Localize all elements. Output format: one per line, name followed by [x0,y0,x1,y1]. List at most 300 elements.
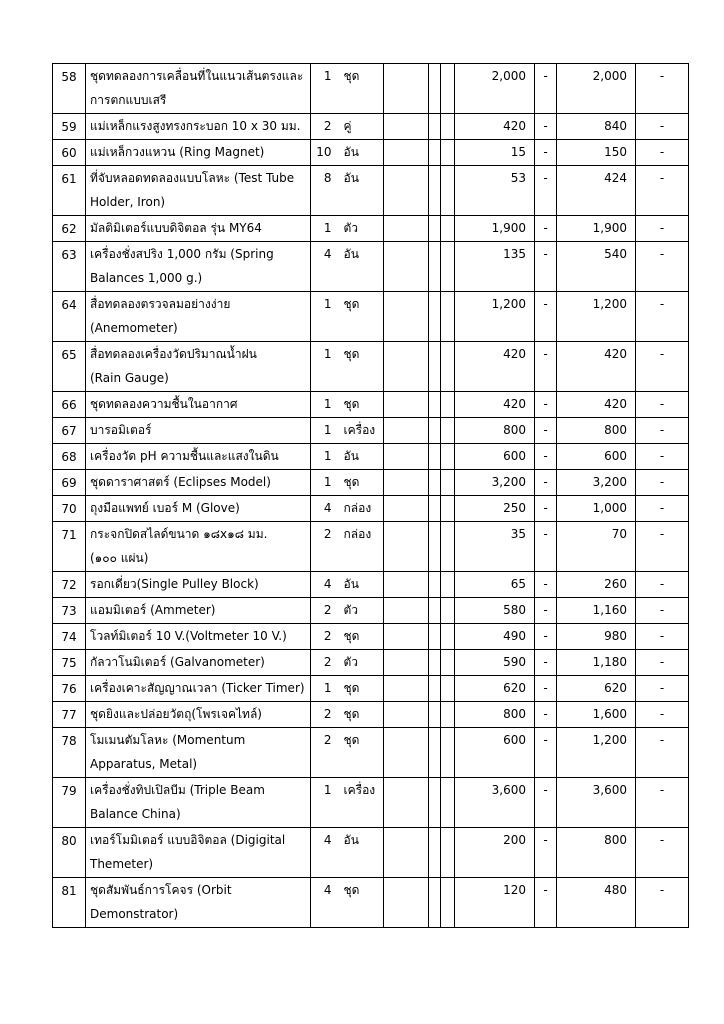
item-description [86,878,311,928]
total-satang: - [636,624,689,650]
blank-cell [429,342,441,392]
item-quantity: 10 [311,140,338,166]
blank-cell [429,676,441,702]
price-satang: - [535,828,557,878]
item-unit: ชุด [338,392,384,418]
unit-price: 2,000 [455,64,535,114]
blank-cell [441,728,455,778]
total-price: 1,180 [557,650,636,676]
item-unit: อัน [338,140,384,166]
price-satang: - [535,496,557,522]
table-row [53,878,689,928]
total-price: 260 [557,572,636,598]
blank-cell [384,624,429,650]
unit-price: 65 [455,572,535,598]
table-row [53,392,689,418]
item-unit: ชุด [338,624,384,650]
total-price: 424 [557,166,636,216]
item-description [86,728,311,778]
blank-cell [429,728,441,778]
unit-price: 420 [455,342,535,392]
blank-cell [384,522,429,572]
price-satang: - [535,64,557,114]
item-description [86,778,311,828]
price-satang: - [535,878,557,928]
blank-cell [384,572,429,598]
item-description-line: Holder, Iron) [90,195,166,209]
total-satang: - [636,598,689,624]
item-unit: ชุด [338,728,384,778]
item-description-line: การตกแบบเสรี [90,93,167,107]
item-unit: ชุด [338,292,384,342]
price-satang: - [535,418,557,444]
item-unit: ชุด [338,64,384,114]
price-satang: - [535,598,557,624]
item-description [86,418,311,444]
item-description-line: กัลวาโนมิเตอร์ (Galvanometer) [90,655,265,669]
item-quantity: 2 [311,598,338,624]
item-unit: อัน [338,828,384,878]
blank-cell [441,444,455,470]
unit-price: 3,200 [455,470,535,496]
item-description-line: ชุดสัมพันธ์การโคจร (Orbit [90,883,232,897]
blank-cell [441,216,455,242]
total-price: 70 [557,522,636,572]
item-description [86,496,311,522]
item-quantity: 1 [311,392,338,418]
item-unit: ตัว [338,598,384,624]
table-row [53,166,689,216]
blank-cell [441,598,455,624]
item-number: 78 [53,728,86,778]
item-description [86,470,311,496]
blank-cell [441,292,455,342]
item-number: 67 [53,418,86,444]
table-row [53,64,689,114]
unit-price: 590 [455,650,535,676]
item-quantity: 1 [311,444,338,470]
item-description-line: บารอมิเตอร์ [90,423,152,437]
table-row [53,650,689,676]
total-price: 150 [557,140,636,166]
total-satang: - [636,216,689,242]
blank-cell [384,676,429,702]
blank-cell [441,242,455,292]
total-satang: - [636,650,689,676]
price-satang: - [535,650,557,676]
unit-price: 53 [455,166,535,216]
item-description-line: เครื่องชั่งสปริง 1,000 กรัม (Spring [90,247,274,261]
unit-price: 800 [455,702,535,728]
unit-price: 600 [455,728,535,778]
item-unit: เครื่อง [338,778,384,828]
item-unit: ชุด [338,342,384,392]
item-unit: อัน [338,572,384,598]
item-number: 81 [53,878,86,928]
unit-price: 250 [455,496,535,522]
item-description [86,676,311,702]
item-description-line: ชุดดาราศาสตร์ (Eclipses Model) [90,475,271,489]
total-satang: - [636,140,689,166]
item-description-line: กระจกปิดสไลด์ขนาด ๑๘x๑๘ มม. [90,527,268,541]
blank-cell [441,166,455,216]
item-number: 63 [53,242,86,292]
unit-price: 3,600 [455,778,535,828]
item-number: 60 [53,140,86,166]
unit-price: 1,200 [455,292,535,342]
item-description [86,216,311,242]
unit-price: 800 [455,418,535,444]
item-number: 73 [53,598,86,624]
item-quantity: 1 [311,418,338,444]
blank-cell [429,114,441,140]
blank-cell [384,496,429,522]
item-description-line: ถุงมือแพทย์ เบอร์ M (Glove) [90,501,240,515]
item-quantity: 2 [311,702,338,728]
total-price: 1,000 [557,496,636,522]
blank-cell [429,496,441,522]
blank-cell [384,728,429,778]
item-description [86,572,311,598]
price-satang: - [535,140,557,166]
item-number: 65 [53,342,86,392]
total-price: 420 [557,392,636,418]
item-description-line: เครื่องเคาะสัญญาณเวลา (Ticker Timer) [90,681,305,695]
blank-cell [429,572,441,598]
item-description [86,140,311,166]
blank-cell [441,778,455,828]
total-price: 840 [557,114,636,140]
total-satang: - [636,292,689,342]
item-unit: อัน [338,444,384,470]
price-satang: - [535,216,557,242]
item-quantity: 1 [311,470,338,496]
price-satang: - [535,572,557,598]
total-satang: - [636,778,689,828]
table-row [53,778,689,828]
item-description-line: (Rain Gauge) [90,371,169,385]
blank-cell [384,444,429,470]
item-description [86,342,311,392]
blank-cell [441,828,455,878]
total-price: 1,200 [557,292,636,342]
total-satang: - [636,418,689,444]
item-unit: กล่อง [338,522,384,572]
blank-cell [429,292,441,342]
table-row [53,702,689,728]
price-satang: - [535,292,557,342]
item-number: 58 [53,64,86,114]
unit-price: 35 [455,522,535,572]
total-satang: - [636,676,689,702]
blank-cell [384,418,429,444]
item-quantity: 4 [311,878,338,928]
item-quantity: 2 [311,114,338,140]
item-quantity: 1 [311,676,338,702]
item-description-line: สื่อทดลองตรวจลมอย่างง่าย [90,297,231,311]
blank-cell [384,242,429,292]
blank-cell [441,392,455,418]
blank-cell [441,342,455,392]
total-satang: - [636,342,689,392]
item-description [86,242,311,292]
item-quantity: 2 [311,650,338,676]
item-description-line: โมเมนตัมโลหะ (Momentum [90,733,246,747]
item-number: 70 [53,496,86,522]
item-quantity: 4 [311,496,338,522]
total-satang: - [636,572,689,598]
item-description-line: มัลติมิเตอร์แบบดิจิตอล รุ่น MY64 [90,221,262,235]
item-description [86,828,311,878]
item-description-line: รอกเดี่ยว(Single Pulley Block) [90,577,259,591]
total-price: 600 [557,444,636,470]
table-row [53,828,689,878]
item-unit: อัน [338,166,384,216]
blank-cell [429,702,441,728]
item-description-line: เทอร์โมมิเตอร์ แบบอิจิตอล (Digigital [90,833,286,847]
item-description-line: ชุดทดลองความชื้นในอากาศ [90,397,238,411]
item-description-line: Balances 1,000 g.) [90,271,203,285]
blank-cell [441,522,455,572]
total-price: 1,900 [557,216,636,242]
table-row [53,216,689,242]
item-description-line: Apparatus, Metal) [90,757,198,771]
blank-cell [441,878,455,928]
table-row [53,728,689,778]
total-satang: - [636,114,689,140]
item-description-line: ชุดยิงและปล่อยวัตถุ(โพรเจคไทล์) [90,707,262,721]
total-satang: - [636,242,689,292]
blank-cell [384,470,429,496]
price-satang: - [535,114,557,140]
item-description-line: แม่เหล็กวงแหวน (Ring Magnet) [90,145,265,159]
item-number: 66 [53,392,86,418]
total-satang: - [636,392,689,418]
unit-price: 420 [455,114,535,140]
item-description-line: เครื่องวัด pH ความชื้นและแสงในดิน [90,449,279,463]
item-quantity: 8 [311,166,338,216]
item-description-line: แอมมิเตอร์ (Ammeter) [90,603,216,617]
blank-cell [441,572,455,598]
price-satang: - [535,676,557,702]
item-description-line: (Anemometer) [90,321,178,335]
item-quantity: 1 [311,292,338,342]
total-satang: - [636,728,689,778]
unit-price: 600 [455,444,535,470]
blank-cell [429,216,441,242]
total-satang: - [636,878,689,928]
total-price: 3,600 [557,778,636,828]
item-description [86,598,311,624]
item-number: 77 [53,702,86,728]
price-satang: - [535,470,557,496]
total-satang: - [636,166,689,216]
blank-cell [429,828,441,878]
item-quantity: 1 [311,342,338,392]
item-description-line: ที่จับหลอดทดลองแบบโลหะ (Test Tube [90,171,295,185]
blank-cell [384,598,429,624]
table-row [53,598,689,624]
blank-cell [429,650,441,676]
table-row [53,572,689,598]
item-unit: กล่อง [338,496,384,522]
blank-cell [384,140,429,166]
total-price: 800 [557,828,636,878]
unit-price: 620 [455,676,535,702]
total-price: 2,000 [557,64,636,114]
item-number: 69 [53,470,86,496]
blank-cell [441,676,455,702]
item-number: 75 [53,650,86,676]
items-table [52,63,689,928]
item-quantity: 2 [311,522,338,572]
item-unit: ชุด [338,878,384,928]
item-number: 64 [53,292,86,342]
item-number: 72 [53,572,86,598]
table-row [53,242,689,292]
item-description-line: โวลท์มิเตอร์ 10 V.(Voltmeter 10 V.) [90,629,287,643]
item-description-line: เครื่องชั่งทิปเปิลบีม (Triple Beam [90,783,265,797]
blank-cell [384,166,429,216]
blank-cell [429,444,441,470]
blank-cell [384,828,429,878]
item-description [86,444,311,470]
blank-cell [429,418,441,444]
item-unit: ชุด [338,470,384,496]
item-number: 59 [53,114,86,140]
item-number: 79 [53,778,86,828]
table-row [53,522,689,572]
item-description-line: สื่อทดลองเครื่องวัดปริมาณน้ำฝน [90,347,257,361]
item-quantity: 4 [311,242,338,292]
item-description [86,624,311,650]
blank-cell [384,292,429,342]
blank-cell [441,470,455,496]
total-price: 420 [557,342,636,392]
item-description [86,64,311,114]
table-row [53,624,689,650]
item-unit: ชุด [338,702,384,728]
price-satang: - [535,242,557,292]
item-description [86,292,311,342]
price-satang: - [535,342,557,392]
total-price: 980 [557,624,636,650]
item-number: 68 [53,444,86,470]
unit-price: 135 [455,242,535,292]
item-quantity: 1 [311,64,338,114]
item-description [86,114,311,140]
total-price: 1,160 [557,598,636,624]
blank-cell [429,624,441,650]
total-price: 800 [557,418,636,444]
item-quantity: 2 [311,728,338,778]
item-quantity: 1 [311,778,338,828]
item-description-line: ชุดทดลองการเคลื่อนที่ในแนวเส้นตรงและ [90,69,304,83]
blank-cell [429,598,441,624]
total-satang: - [636,470,689,496]
blank-cell [384,64,429,114]
total-price: 540 [557,242,636,292]
item-unit: อัน [338,242,384,292]
item-quantity: 4 [311,572,338,598]
unit-price: 420 [455,392,535,418]
table-row [53,140,689,166]
item-number: 71 [53,522,86,572]
blank-cell [441,650,455,676]
items-table-body [53,64,689,928]
blank-cell [429,778,441,828]
price-satang: - [535,728,557,778]
table-row [53,342,689,392]
total-price: 1,200 [557,728,636,778]
blank-cell [441,64,455,114]
blank-cell [429,522,441,572]
price-satang: - [535,392,557,418]
item-unit: ตัว [338,216,384,242]
unit-price: 15 [455,140,535,166]
item-quantity: 4 [311,828,338,878]
blank-cell [441,140,455,166]
total-satang: - [636,64,689,114]
blank-cell [384,778,429,828]
blank-cell [384,216,429,242]
blank-cell [429,140,441,166]
item-description [86,702,311,728]
table-row [53,676,689,702]
table-row [53,444,689,470]
blank-cell [429,878,441,928]
total-price: 1,600 [557,702,636,728]
total-price: 480 [557,878,636,928]
item-unit: คู่ [338,114,384,140]
item-number: 76 [53,676,86,702]
item-description-line: แม่เหล็กแรงสูงทรงกระบอก 10 x 30 มม. [90,119,301,133]
total-satang: - [636,828,689,878]
item-description-line: (๑๐๐ แผ่น) [90,551,149,565]
item-number: 62 [53,216,86,242]
blank-cell [441,624,455,650]
item-description-line: Demonstrator) [90,907,179,921]
price-satang: - [535,624,557,650]
item-quantity: 1 [311,216,338,242]
item-description [86,166,311,216]
blank-cell [429,64,441,114]
item-description-line: Balance China) [90,807,181,821]
item-number: 74 [53,624,86,650]
unit-price: 1,900 [455,216,535,242]
blank-cell [441,418,455,444]
item-unit: ชุด [338,676,384,702]
blank-cell [384,392,429,418]
price-satang: - [535,702,557,728]
blank-cell [384,114,429,140]
item-number: 61 [53,166,86,216]
table-row [53,470,689,496]
total-price: 620 [557,676,636,702]
unit-price: 490 [455,624,535,650]
price-satang: - [535,444,557,470]
unit-price: 580 [455,598,535,624]
blank-cell [441,114,455,140]
price-satang: - [535,778,557,828]
blank-cell [429,392,441,418]
table-row [53,114,689,140]
total-price: 3,200 [557,470,636,496]
blank-cell [429,470,441,496]
table-row [53,496,689,522]
total-satang: - [636,522,689,572]
total-satang: - [636,444,689,470]
